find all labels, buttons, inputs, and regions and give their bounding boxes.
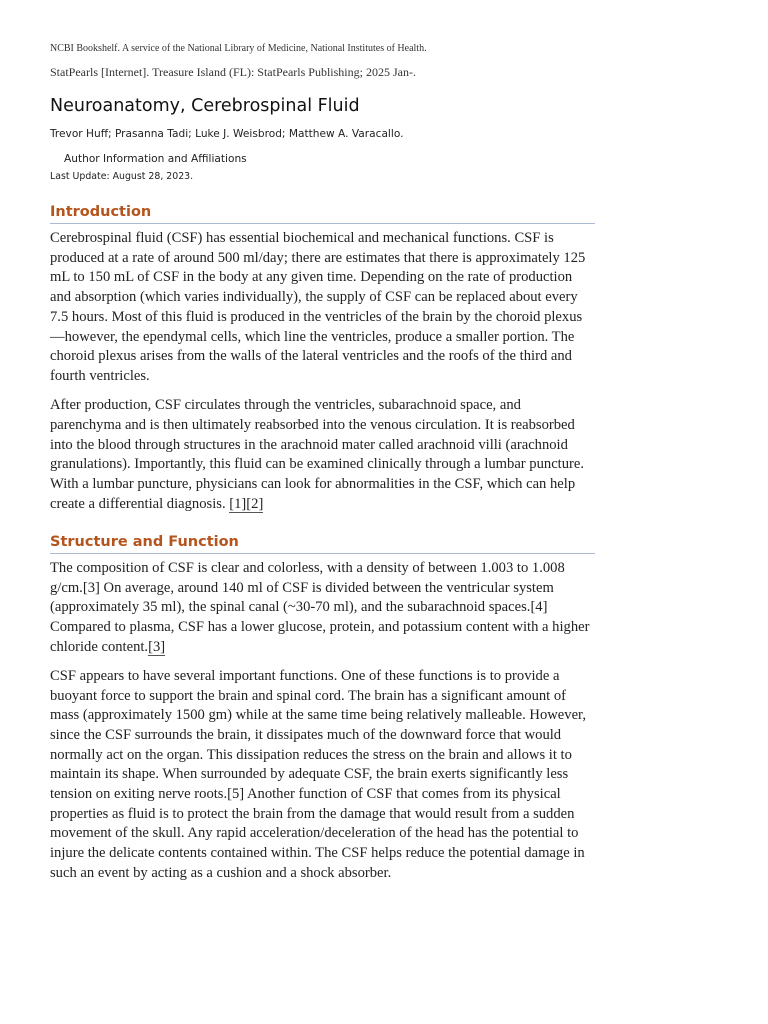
citation-link-3-repeat[interactable]: [3] [148,638,166,655]
publication-line: StatPearls [Internet]. Treasure Island (FL): StatPearls Publishing; 2025 Jan-. [50,65,416,79]
structure-p2-text-a: CSF appears to have several important functions. One of these functions is to provide a buoyant force to support the brain and spinal cord. The brain has a significant amount of mass (approximately 1500 gm) while at the same time being relatively malleable. However, since the CSF surrounds the brain, it dissipates much of the downward force that would normally act on the organ. This dissipation reduces the stress on the brain and allows it to maintain its shape. When surrounded by adequate CSF, the brain exerts significantly less tension on exiting nerve roots. [50,667,586,803]
section-heading-structure-and-function: Structure and Function [50,532,595,554]
structure-p2-text-b: Another function of CSF that comes from its physical properties as fluid is to protect the brain from the damage that would result from a sudden movement of the skull. Any rapid acceleration/deceleration of the head has the potential to injure the delicate contents contained within. The CSF helps reduce the potential damage in such an event by acting as a cushion and a shock absorber. [50,786,585,881]
structure-paragraph-1 [50,559,595,658]
intro-paragraph-1: Cerebrospinal fluid (CSF) has essential biochemical and mechanical functions. CSF is produced at a rate of around 500 ml/day; there are estimates that there is approximately 125 mL to 150 mL of CSF in the body at any given time. Depending on the rate of production and absorption (which varies individually), the supply of CSF can be replaced about every 7.5 hours. Most of this fluid is produced in the ventricles of the brain by the choroid plexus—however, the ependymal cells, which line the ventricles, produce a smaller portion. The choroid plexus arises from the walls of the lateral ventricles and the roofs of the third and fourth ventricles. [50,230,586,384]
citation-link-2[interactable]: [2] [246,495,264,512]
citation-link-4[interactable]: [4] [530,599,548,616]
intro-paragraph-2 [50,396,595,514]
structure-p1-text-c: Compared to plasma, CSF has a lower glucose, protein, and potassium content with a higher chloride content. [50,618,590,655]
citation-link-1[interactable]: [1] [229,495,247,512]
last-update: Last Update: August 28, 2023. [50,171,194,182]
section-heading-introduction: Introduction [50,202,595,224]
authors-text[interactable]: Trevor Huff; Prasanna Tadi; Luke J. Weisbrod; Matthew A. Varacallo. [50,128,404,140]
intro-paragraph-2-text: After production, CSF circulates through the ventricles, subarachnoid space, and parenchyma and is then ultimately reabsorbed into the venous circulation. It is reabsorbed into the blood through structures in the arachnoid mater called arachnoid villi (arachnoid granulations). Importantly, this fluid can be examined clinically through a lumbar puncture. With a lumbar puncture, physicians can look for abnormalities in the CSF, which can help create a differential diagnosis. [50,397,585,512]
article-title: Neuroanatomy, Cerebrospinal Fluid [50,96,360,116]
structure-p1-text-a: The composition of CSF is clear and colorless, with a density of between 1.003 to 1.008 g/cm. [50,559,565,596]
citation-link-5[interactable]: [5] [227,786,245,803]
structure-paragraph-2 [50,667,595,884]
bookshelf-notice: NCBI Bookshelf. A service of the National Library of Medicine, National Institutes of Health. [50,43,427,54]
structure-p1-text-b: On average, around 140 ml of CSF is divided between the ventricular system (approximately 35 ml), the spinal canal (~30-70 ml), and the subarachnoid spaces. [50,579,554,616]
author-affiliations-toggle[interactable]: Author Information and Affiliations [64,153,247,165]
author-list [50,126,768,142]
citation-link-3[interactable]: [3] [82,579,100,596]
